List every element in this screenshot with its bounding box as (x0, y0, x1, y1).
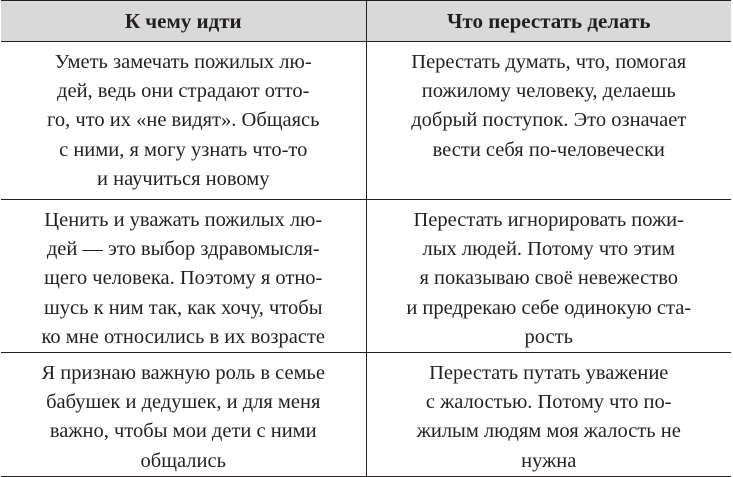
text-line: дей, ведь они страдают отто- (57, 80, 310, 103)
header-row (1, 1, 731, 42)
header-stop-doing: Что перестать делать (366, 1, 731, 42)
text-line: и предрекаю себе одинокую ста- (406, 296, 692, 319)
text-line: общались (140, 449, 226, 472)
text-line: я показываю своё невежество (419, 267, 679, 290)
text-line: Перестать думать, что, помогая (411, 51, 687, 73)
cell-toward (1, 200, 366, 353)
text-line: пожилому человеку, делаешь (421, 80, 676, 103)
cell-toward (1, 42, 366, 200)
text-line: вести себя по-человечески (432, 138, 665, 161)
text-line: и научиться новому (97, 167, 270, 190)
table-row (1, 353, 731, 477)
text-line: с ними, я могу узнать что-то (59, 138, 308, 161)
text-line: Уметь замечать пожилых лю- (54, 51, 312, 73)
text-line: Я признаю важную роль в семье (41, 362, 326, 385)
text-line: с жалостью. Потому что по- (425, 391, 672, 414)
text-line: го, что их «не видят». Общаясь (46, 109, 320, 132)
text-line: Ценить и уважать пожилых лю- (44, 209, 323, 231)
text-line: бабушек и дедушек, и для меня (46, 391, 321, 414)
text-line: Перестать игнорировать пожи- (413, 209, 684, 231)
text-line: лых людей. Потому что этим (422, 238, 675, 261)
table-row (1, 200, 731, 353)
cell-stop-doing (366, 353, 731, 477)
text-line: ко мне относились в их возрасте (41, 325, 326, 348)
header-toward: К чему идти (1, 1, 366, 42)
table-row (1, 42, 731, 200)
text-line: рость (524, 325, 573, 348)
text-line: шусь к ним так, как хочу, чтобы (44, 296, 323, 319)
text-line: нужна (521, 449, 577, 472)
text-line: жилым людям моя жалость не (416, 420, 681, 443)
text-line: дей — это выбор здравомысля- (46, 238, 320, 261)
text-line: Перестать путать уважение (429, 362, 669, 385)
cell-stop-doing (366, 200, 731, 353)
text-line: щего человека. Поэтому я отно- (44, 267, 323, 290)
text-line: важно, чтобы мои дети с ними (49, 420, 317, 443)
cell-stop-doing (366, 42, 731, 200)
text-line: добрый поступок. Это означает (411, 109, 687, 132)
comparison-table (1, 0, 731, 477)
cell-toward (1, 353, 366, 477)
